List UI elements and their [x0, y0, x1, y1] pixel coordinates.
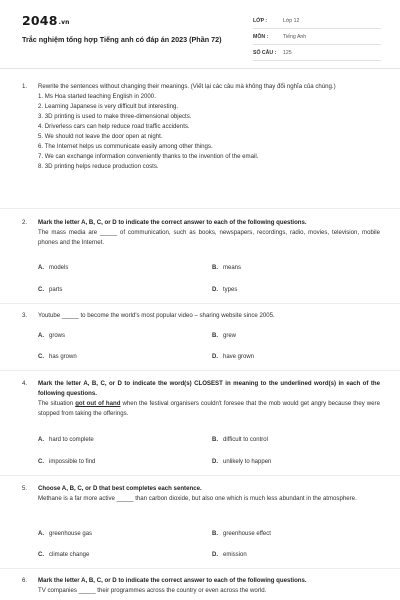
meta-label: SỐ CÂU :: [253, 49, 277, 56]
option-text: has grown: [49, 354, 77, 360]
meta-label: MÔN :: [253, 33, 269, 40]
option-letter: A.: [38, 333, 44, 339]
question-divider: [0, 475, 400, 476]
question-6: [22, 576, 380, 596]
answer-option-b[interactable]: [212, 529, 271, 539]
logo-text: 2048: [22, 13, 58, 28]
question-instruction: Choose A, B, C, or D that best completes each sentence.: [38, 485, 202, 492]
option-text: impossible to find: [49, 459, 96, 465]
meta-value: Tiếng Anh: [283, 33, 307, 40]
answer-option-c[interactable]: [38, 352, 77, 362]
question-4: [22, 379, 380, 465]
option-text: greenhouse effect: [223, 531, 271, 537]
answer-option-d[interactable]: [212, 457, 271, 467]
question-body: [38, 311, 380, 321]
list-item: 4. Driverless cars can help reduce road traffic accidents.: [38, 123, 190, 130]
list-item: 8. 3D printing helps reduce production costs.: [38, 163, 159, 170]
option-text: emission: [223, 552, 247, 558]
option-text: hard to complete: [49, 437, 94, 443]
question-instruction: Mark the letter A, B, C, or D to indicate the correct answer to each of the following questions.: [38, 219, 307, 226]
option-letter: A.: [38, 437, 44, 443]
list-item: 5. We should not leave the door open at night.: [38, 133, 163, 140]
option-letter: B.: [212, 531, 218, 537]
option-letter: C.: [38, 552, 44, 558]
question-body: [38, 576, 380, 596]
list-item: 6. The Internet helps us communicate easily among other things.: [38, 143, 213, 150]
answer-option-d[interactable]: [212, 285, 237, 295]
option-text: climate change: [49, 552, 90, 558]
header-divider: [0, 68, 400, 69]
answer-option-a[interactable]: [38, 529, 92, 539]
answer-option-b[interactable]: [212, 435, 268, 445]
option-text: parts: [49, 287, 63, 293]
option-text: types: [223, 287, 238, 293]
question-2: [22, 218, 380, 293]
text-segment: The situation: [38, 400, 76, 407]
option-letter: B.: [212, 333, 218, 339]
option-letter: D.: [212, 459, 218, 465]
list-item: 1. Ms Hoa started teaching English in 2000.: [38, 93, 156, 100]
question-number: 6.: [22, 577, 28, 584]
question-instruction: Mark the letter A, B, C, or D to indicate the word(s) CLOSEST in meaning to the underlined word(s) in each of the following questions.: [38, 380, 380, 397]
question-5: [22, 484, 380, 558]
answer-option-d[interactable]: [212, 352, 254, 362]
header: [0, 0, 400, 62]
meta-row-count: [253, 45, 381, 61]
option-text: difficult to control: [223, 437, 268, 443]
meta-row-subject: [253, 29, 381, 45]
question-number: 1.: [22, 83, 28, 90]
question-number: 3.: [22, 312, 28, 319]
answer-option-c[interactable]: [38, 457, 95, 467]
question-number: 5.: [22, 485, 28, 492]
meta-row-class: [253, 13, 381, 29]
logo-suffix: .vn: [58, 19, 70, 26]
option-text: means: [223, 265, 242, 271]
question-instruction: Rewrite the sentences without changing their meanings. (Viết lại các câu mà không thay đổi nghĩa của chúng.): [38, 83, 336, 90]
answer-option-d[interactable]: [212, 550, 247, 560]
text-segment: when the festival organisers couldn't foresee that the mob would get angry because they were stopped from taking the offerings.: [38, 400, 380, 417]
question-divider: [0, 370, 400, 371]
option-letter: D.: [212, 287, 218, 293]
answer-option-c[interactable]: [38, 550, 89, 560]
question-divider: [0, 568, 400, 569]
option-text: greenhouse gas: [49, 531, 93, 537]
question-divider: [0, 303, 400, 304]
question-body: [38, 484, 380, 504]
option-text: models: [49, 265, 69, 271]
question-1: [22, 82, 380, 172]
question-text: The mass media are _____ of communication, such as books, newspapers, recordings, radio, movies, television, mobile phones and the Internet.: [38, 229, 380, 246]
answer-option-a[interactable]: [38, 263, 68, 273]
answer-option-b[interactable]: [212, 263, 241, 273]
option-letter: D.: [212, 354, 218, 360]
option-letter: D.: [212, 552, 218, 558]
option-letter: C.: [38, 459, 44, 465]
option-text: have grown: [223, 354, 255, 360]
option-letter: C.: [38, 287, 44, 293]
question-text: Youtube _____ to become the world's most popular video – sharing website since 2005.: [38, 312, 275, 319]
question-number: 4.: [22, 380, 28, 387]
question-divider: [0, 208, 400, 209]
option-letter: A.: [38, 531, 44, 537]
question-text: Methane is a far more active _____ than carbon dioxide, but also one which is much less abundant in the atmosphere.: [38, 495, 357, 502]
page-title: Trắc nghiệm tổng hợp Tiếng anh có đáp án 2023 (Phần 72): [22, 35, 222, 44]
option-letter: C.: [38, 354, 44, 360]
option-text: grows: [49, 333, 66, 339]
answer-option-c[interactable]: [38, 285, 62, 295]
question-body: [38, 379, 380, 419]
answer-option-a[interactable]: [38, 331, 65, 341]
meta-table: [253, 13, 381, 61]
question-body: [38, 218, 380, 248]
list-item: 3. 3D printing is used to make three-dimensional objects.: [38, 113, 192, 120]
list-item: 7. We can exchange information conveniently thanks to the invention of the email.: [38, 153, 259, 160]
option-letter: B.: [212, 437, 218, 443]
question-text: [38, 399, 380, 419]
meta-value: Lớp 12: [283, 17, 300, 24]
site-logo[interactable]: [22, 13, 70, 28]
option-letter: A.: [38, 265, 44, 271]
question-number: 2.: [22, 219, 28, 226]
answer-option-b[interactable]: [212, 331, 236, 341]
question-instruction: Mark the letter A, B, C, or D to indicate the correct answer to each of the following questions.: [38, 577, 307, 584]
meta-label: LỚP :: [253, 17, 268, 24]
question-3: [22, 311, 380, 360]
option-text: unlikely to happen: [223, 459, 272, 465]
list-item: 2. Learning Japanese is very difficult but interesting.: [38, 103, 179, 110]
option-text: grew: [223, 333, 237, 339]
question-text: TV companies _____ their programmes across the country or even across the world.: [38, 587, 267, 594]
answer-option-a[interactable]: [38, 435, 94, 445]
question-body: [38, 82, 380, 172]
meta-value: 125: [283, 49, 292, 56]
underlined-phrase: got out of hand: [75, 400, 121, 407]
option-letter: B.: [212, 265, 218, 271]
